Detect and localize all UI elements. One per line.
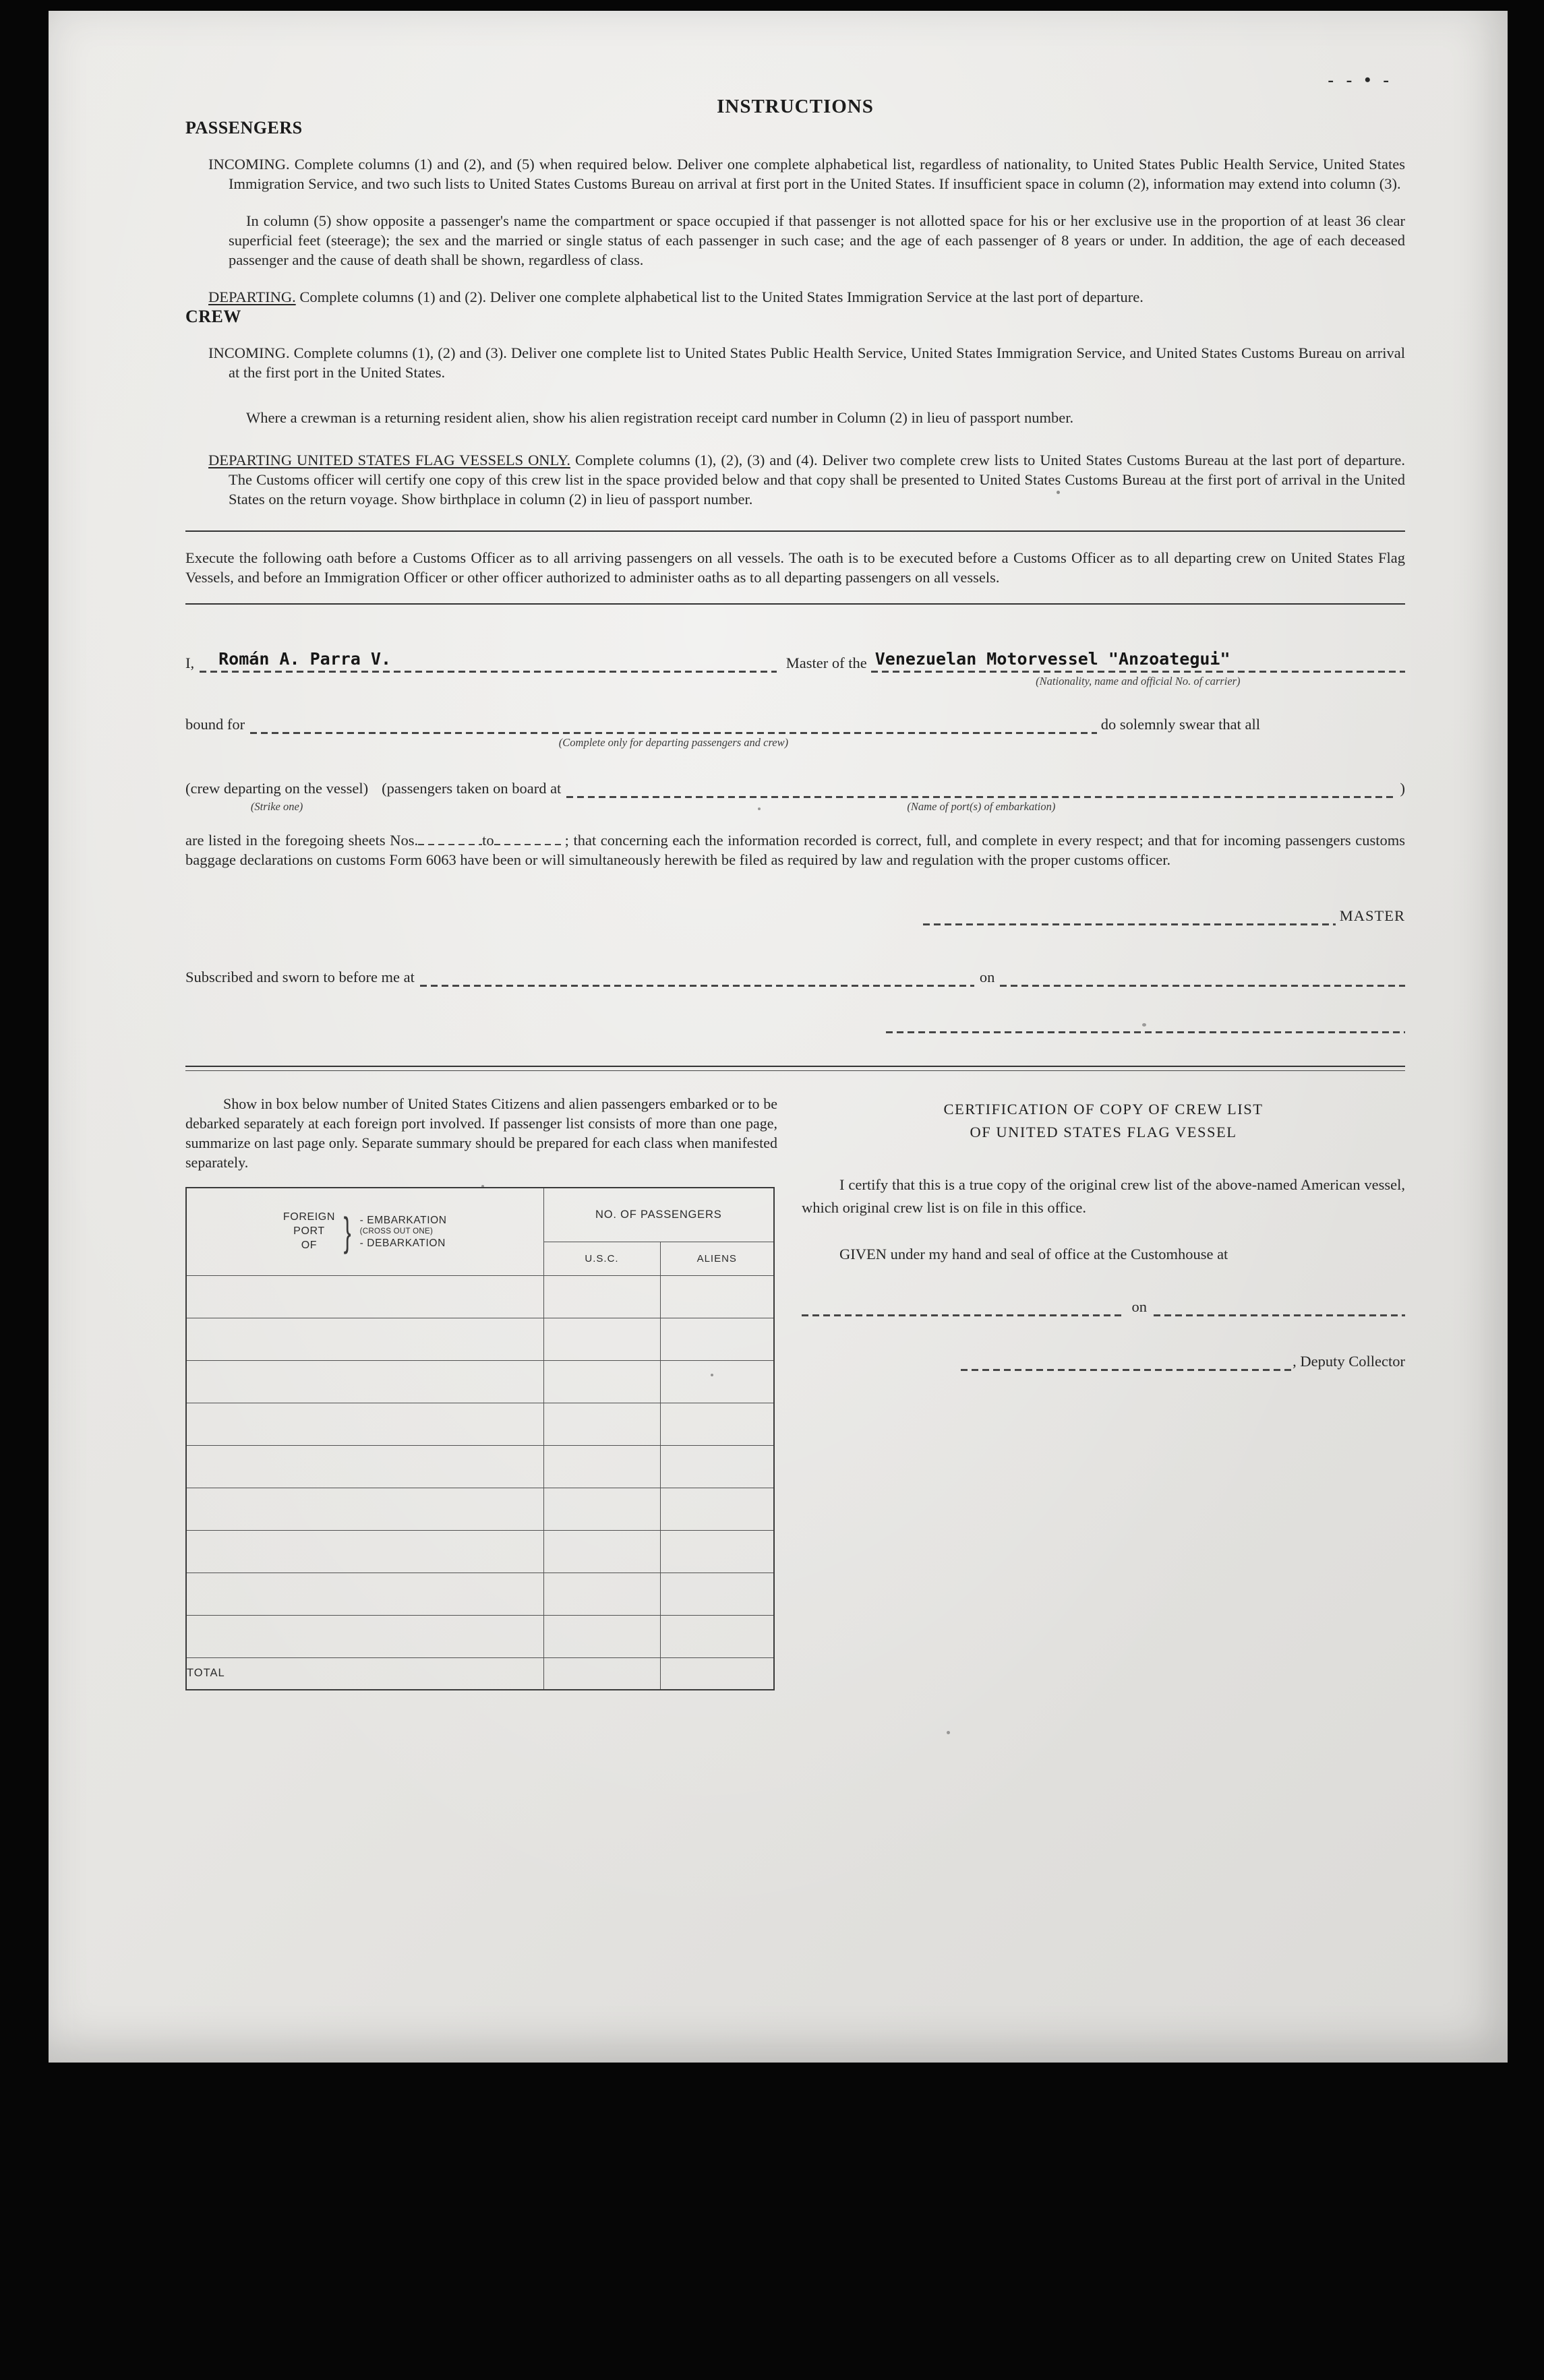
foreign-port-cell [186, 1360, 543, 1403]
usc-cell [543, 1530, 660, 1573]
blank-line [802, 1314, 1125, 1316]
aliens-cell [660, 1403, 774, 1445]
summary-table-body [186, 1275, 774, 1657]
foreign-port-cell [186, 1530, 543, 1573]
master-sign-label: MASTER [1339, 907, 1405, 925]
officer-signature-row [185, 1031, 1405, 1033]
blank-line [923, 923, 1336, 925]
certification-title [802, 1098, 1405, 1144]
of-label: OF [301, 1240, 318, 1252]
summary-table-row [186, 1445, 774, 1488]
subscribed-date-field [1000, 985, 1405, 987]
master-signature-field [923, 923, 1336, 925]
passengers-heading: PASSENGERS [185, 118, 303, 138]
to-label: to [482, 832, 494, 849]
embarkation-port-caption: (Name of port(s) of embarkation) [907, 800, 1056, 814]
oath-embarkation-row [185, 780, 1405, 814]
master-name-field [200, 649, 777, 673]
deputy-collector-row [802, 1353, 1405, 1371]
aliens-cell [660, 1530, 774, 1573]
strike-one-caption: (Strike one) [250, 800, 303, 814]
passengers-incoming-text: Complete columns (1) and (2), and (5) when required below. Deliver one complete alphabetical list, regardless of nationality, to United States Public Health Service, United States Immigration Service, and two such lists to United States Customs Bureau on arrival at first port in the United States. If insufficient space in column (2), information may extend into column (3). [229, 156, 1406, 193]
foreign-label: FOREIGN [283, 1211, 335, 1223]
passengers-column5-paragraph: In column (5) show opposite a passenger's name the compartment or space occupied if that passenger is not allotted space for his or her exclusive use in the proportion of at least 36 clear superficial feet (steerage); the sex and the married or single status of each passenger in such case; and the age of each passenger of 8 years or under. In addition, the age of each deceased passenger and the cause of death shall be shown, regardless of class. [229, 212, 1405, 269]
certification-date-field [1154, 1314, 1405, 1316]
subscribed-on-label: on [979, 969, 995, 986]
aliens-cell [660, 1573, 774, 1615]
usc-cell [543, 1275, 660, 1318]
crew-departing-paragraph [208, 450, 1405, 509]
bound-for-field [250, 732, 1097, 750]
port-label: PORT [293, 1225, 325, 1238]
master-of-the-label: Master of the [785, 654, 867, 672]
deputy-signature-field [961, 1369, 1293, 1371]
usc-cell [543, 1488, 660, 1530]
vessel-field [871, 649, 1405, 688]
aliens-cell [660, 1488, 774, 1530]
strike-option-2-text: (passengers taken on board at [382, 780, 562, 797]
crew-incoming-paragraph [208, 343, 1405, 382]
subscribed-row [185, 969, 1405, 987]
blank-line [420, 985, 974, 987]
crew-departing-text: Complete columns (1), (2), (3) and (4). Deliver two complete crew lists to United States Customs Bureau at the last port of departure. The Customs officer will certify one copy of this crew list in the space provided below and that copy shall be presented to United States Customs Bureau at the first port of arrival in the United States on the return voyage. Show birthplace in column (2) in lieu of passport number. [229, 452, 1405, 508]
certification-place-date-row [802, 1298, 1405, 1316]
brace-glyph: } [343, 1209, 351, 1255]
crew-crewman-paragraph: Where a crewman is a returning resident alien, show his alien registration receipt card number in Column (2) in lieu of passport number. [246, 409, 1074, 427]
certification-title-line2: OF UNITED STATES FLAG VESSEL [970, 1124, 1237, 1140]
vessel-caption: (Nationality, name and official No. of carrier) [1036, 675, 1241, 688]
summary-table-row [186, 1360, 774, 1403]
summary-table-row [186, 1488, 774, 1530]
bound-for-caption: (Complete only for departing passengers and crew) [558, 736, 789, 750]
aliens-cell [660, 1615, 774, 1657]
summary-table-row [186, 1318, 774, 1360]
summary-table-total-row [186, 1657, 774, 1690]
rule-above-summary-section [185, 1066, 1405, 1071]
usc-cell [543, 1445, 660, 1488]
certification-given-text: GIVEN under my hand and seal of office at the Customhouse at [839, 1246, 1228, 1263]
summary-table-row [186, 1275, 774, 1318]
debarkation-label: - DEBARKATION [359, 1237, 446, 1249]
sheets-from-field [418, 833, 482, 845]
total-aliens-cell [660, 1657, 774, 1690]
usc-header: U.S.C. [543, 1242, 660, 1275]
blank-line [886, 1031, 1405, 1033]
sheets-text-after: ; that concerning each the information recorded is correct, full, and complete in every respect; and that for incoming passengers customs baggage declarations on customs Form 6063 have been or will simultaneously herewith be filed as required by law and regulation with the proper customs officer. [185, 832, 1405, 869]
passengers-incoming-paragraph [208, 154, 1406, 193]
summary-table [185, 1187, 775, 1690]
no-of-passengers-header: NO. OF PASSENGERS [543, 1188, 774, 1242]
blank-line [250, 732, 1097, 734]
deputy-collector-label: , Deputy Collector [1293, 1353, 1405, 1370]
passengers-departing-text: Complete columns (1) and (2). Deliver one complete alphabetical list to the United States Immigration Service at the last port of departure. [299, 288, 1144, 306]
blank-line [200, 671, 777, 673]
swear-text: do solemnly swear that all [1100, 716, 1260, 733]
vessel-value: Venezuelan Motorvessel "Anzoategui" [874, 649, 1230, 669]
crew-incoming-text: Complete columns (1), (2) and (3). Deliver one complete list to United States Public Health Service, United States Immigration Service, and United States Customs Bureau on arrival at the first port in the United States. [229, 344, 1405, 382]
document-content [185, 11, 1405, 1690]
summary-note: Show in box below number of United States Citizens and alien passengers embarked or to be debarked separately at each foreign port involved. If passenger list consists of more than one page, summarize on last page only. Separate summary should be prepared for each class when manifested separately. [185, 1095, 777, 1171]
certification-column [802, 1089, 1405, 1371]
oath-name-row [185, 649, 1405, 688]
scan-artifact-mark: - - • - [1328, 70, 1393, 90]
total-label: TOTAL [186, 1657, 543, 1690]
rule-below-oath-intro [185, 603, 1405, 605]
crew-heading: CREW [185, 307, 241, 327]
blank-line [1000, 985, 1405, 987]
close-paren: ) [1400, 780, 1405, 797]
certification-body: I certify that this is a true copy of the original crew list of the above-named American vessel, which original crew list is on file in this office. [802, 1176, 1405, 1216]
blank-line [1154, 1314, 1405, 1316]
passengers-incoming-label: INCOMING. [208, 156, 290, 173]
bound-for-label: bound for [185, 716, 245, 733]
certification-on-label: on [1131, 1298, 1148, 1316]
aliens-header: ALIENS [660, 1242, 774, 1275]
aliens-cell [660, 1318, 774, 1360]
usc-cell [543, 1573, 660, 1615]
foreign-port-cell [186, 1403, 543, 1445]
sheets-paragraph [185, 830, 1405, 869]
usc-cell [543, 1615, 660, 1657]
crew-incoming-label: INCOMING. [208, 344, 290, 362]
passengers-departing-paragraph [208, 287, 1405, 307]
master-signature-row [185, 907, 1405, 925]
summary-column [185, 1089, 777, 1690]
blank-line [566, 796, 1396, 798]
usc-cell [543, 1318, 660, 1360]
cross-out-one-label: (CROSS OUT ONE) [359, 1227, 434, 1236]
usc-cell [543, 1360, 660, 1403]
subscribed-text: Subscribed and sworn to before me at [185, 969, 415, 986]
summary-table-row [186, 1530, 774, 1573]
scan-speck [947, 1731, 950, 1734]
officer-signature-field [886, 1031, 1405, 1033]
aliens-cell [660, 1275, 774, 1318]
summary-table-row [186, 1403, 774, 1445]
blank-line [871, 671, 1405, 673]
aliens-cell [660, 1445, 774, 1488]
passengers-departing-label: DEPARTING. [208, 288, 296, 306]
foreign-port-cell [186, 1615, 543, 1657]
i-label: I, [185, 654, 195, 672]
embarkation-port-field [566, 796, 1396, 814]
foreign-port-header-cell [186, 1188, 543, 1275]
usc-cell [543, 1403, 660, 1445]
sheets-text-before: are listed in the foregoing sheets Nos. [185, 832, 419, 849]
summary-table-row [186, 1573, 774, 1615]
embarkation-label: - EMBARKATION [359, 1215, 447, 1227]
oath-bound-row [185, 716, 1405, 750]
blank-line [961, 1369, 1293, 1371]
document-paper [49, 11, 1508, 2063]
customhouse-place-field [802, 1314, 1125, 1316]
bottom-section [185, 1089, 1405, 1690]
total-usc-cell [543, 1657, 660, 1690]
aliens-cell [660, 1360, 774, 1403]
subscribed-place-field [420, 985, 974, 987]
certification-title-line1: CERTIFICATION OF COPY OF CREW LIST [943, 1101, 1264, 1118]
sheets-to-field [494, 833, 565, 845]
strike-option-1 [185, 780, 369, 814]
foreign-port-cell [186, 1318, 543, 1360]
master-name-value: Román A. Parra V. [218, 649, 391, 669]
foreign-port-cell [186, 1488, 543, 1530]
foreign-port-cell [186, 1445, 543, 1488]
rule-above-oath-intro [185, 530, 1405, 532]
strike-option-1-text: (crew departing on the vessel) [185, 780, 369, 797]
crew-departing-label: DEPARTING UNITED STATES FLAG VESSELS ONLY. [208, 452, 571, 469]
page-title: INSTRUCTIONS [717, 96, 874, 117]
foreign-port-cell [186, 1573, 543, 1615]
foreign-port-cell [186, 1275, 543, 1318]
oath-intro-paragraph: Execute the following oath before a Customs Officer as to all arriving passengers on all vessels. The oath is to be executed before a Customs Officer as to all departing crew on United States Flag Vessels, and before an Immigration Officer or other officer authorized to administer oaths as to all departing passengers on all vessels. [185, 549, 1405, 586]
summary-table-row [186, 1615, 774, 1657]
